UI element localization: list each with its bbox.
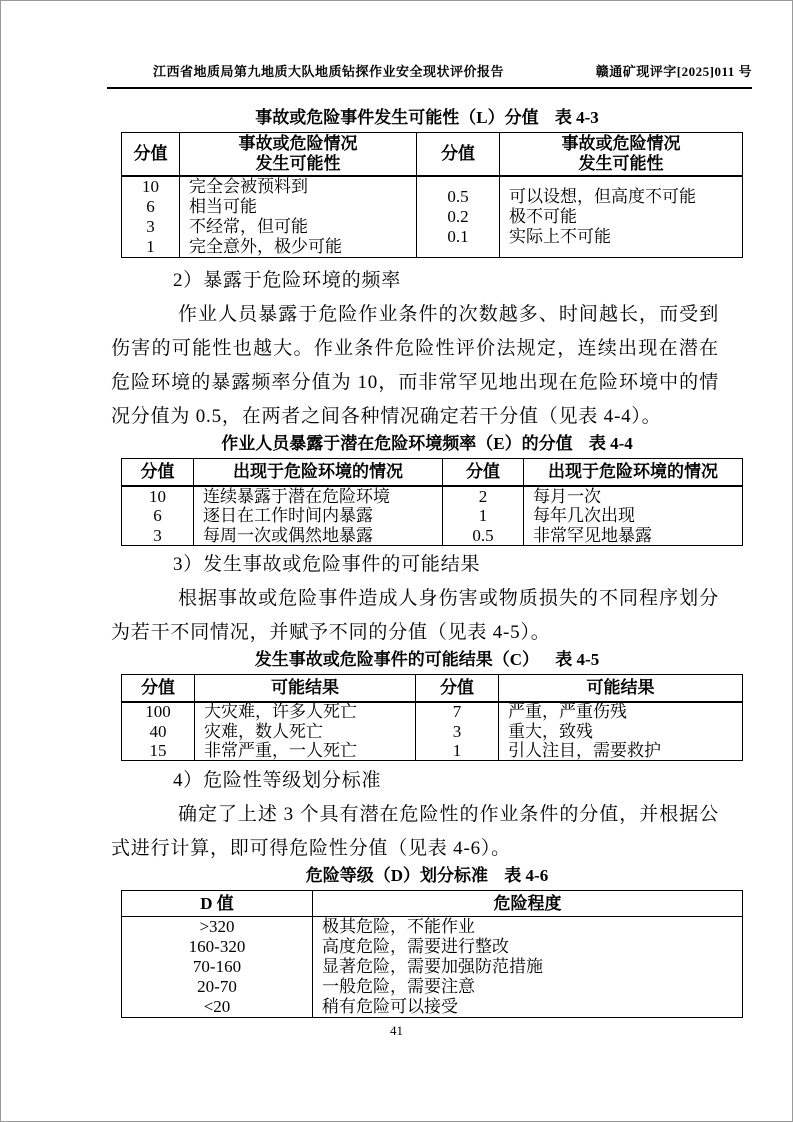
table-4-3-title: 事故或危险事件发生可能性（L）分值 bbox=[255, 108, 539, 127]
situation-label: 逐日在工作时间内暴露 bbox=[203, 506, 373, 526]
result-label: 大灾难，许多人死亡 bbox=[204, 702, 357, 722]
d-value: >320 bbox=[199, 917, 235, 936]
header-result-cell: 可能结果 bbox=[194, 675, 415, 701]
section-body-4: 确定了上述 3 个具有潜在危险性的作业条件的分值，并根据公式进行计算，即可得危险性分值（见表 4-6）。 bbox=[111, 804, 719, 859]
result-label: 严重，严重伤残 bbox=[508, 702, 627, 722]
score-value: 0.5 bbox=[447, 187, 469, 206]
table-4-3-tag: 表 4-3 bbox=[554, 108, 599, 127]
score-value: 1 bbox=[146, 237, 155, 256]
situation-label: 每周一次或偶然地暴露 bbox=[203, 525, 373, 545]
table-4-4-body bbox=[122, 487, 742, 545]
header-score-cell: 分值 bbox=[416, 133, 499, 175]
header-report-title: 江西省地质局第九地质大队地质钻探作业安全现状评价报告 bbox=[153, 64, 505, 79]
situation-label: 每年几次出现 bbox=[533, 506, 635, 526]
table-4-4-caption bbox=[111, 434, 743, 454]
section-heading-3: 3）发生事故或危险事件的可能结果 bbox=[173, 554, 481, 575]
table-4-3-caption bbox=[111, 108, 743, 128]
score-value: 1 bbox=[478, 506, 488, 526]
header-degree-cell: 危险程度 bbox=[312, 891, 742, 916]
degree-label: 极其危险，不能作业 bbox=[322, 917, 475, 936]
header-score-cell: 分值 bbox=[442, 459, 523, 485]
score-value: 10 bbox=[149, 486, 166, 506]
condition-label: 可以设想，但高度不可能 bbox=[509, 187, 696, 206]
table-4-6 bbox=[121, 890, 743, 1018]
section-heading-4: 4）危险性等级划分标准 bbox=[173, 770, 382, 791]
table-4-3 bbox=[121, 132, 743, 258]
table-4-6-caption bbox=[111, 866, 743, 886]
score-value: 10 bbox=[142, 177, 159, 196]
table-4-6-header-row bbox=[122, 891, 742, 917]
score-value: 3 bbox=[452, 721, 462, 741]
header-situation-cell: 出现于危险环境的情况 bbox=[193, 459, 442, 485]
degree-label: 显著危险，需要加强防范措施 bbox=[322, 957, 543, 976]
table-4-5-caption bbox=[111, 650, 743, 670]
page-content bbox=[111, 101, 743, 1018]
score-column bbox=[122, 177, 179, 257]
score-value: 0.5 bbox=[472, 525, 494, 545]
score-column bbox=[416, 177, 499, 257]
score-value: 6 bbox=[153, 506, 162, 526]
score-column bbox=[122, 703, 194, 760]
table-4-5-tag: 表 4-5 bbox=[555, 650, 600, 669]
result-label: 重大，致残 bbox=[508, 721, 593, 741]
header-score-cell: 分值 bbox=[141, 678, 175, 698]
degree-column bbox=[312, 917, 742, 1017]
header-score-cell: 分值 bbox=[140, 462, 175, 482]
score-value: 1 bbox=[452, 741, 462, 761]
d-value: <20 bbox=[203, 997, 231, 1016]
result-label: 非常严重，一人死亡 bbox=[204, 741, 357, 761]
degree-label: 一般危险，需要注意 bbox=[322, 977, 475, 996]
situation-column bbox=[523, 487, 742, 545]
condition-label: 相当可能 bbox=[189, 197, 257, 216]
table-4-4-title: 作业人员暴露于潜在危险环境频率（E）的分值 bbox=[221, 434, 573, 453]
table-4-5-title: 发生事故或危险事件的可能结果（C） bbox=[254, 650, 540, 669]
table-4-5-body bbox=[122, 703, 742, 760]
header-d-value-cell: D 值 bbox=[200, 893, 234, 913]
score-value: 0.2 bbox=[447, 207, 469, 226]
header-document-number: 赣通矿现评字[2025]011 号 bbox=[595, 64, 752, 79]
table-4-4-tag: 表 4-4 bbox=[588, 434, 633, 453]
section-heading-2: 2）暴露于危险环境的频率 bbox=[173, 270, 402, 291]
degree-label: 高度危险，需要进行整改 bbox=[322, 937, 509, 956]
table-4-5-header-row bbox=[122, 675, 742, 703]
d-value: 70-160 bbox=[192, 957, 242, 976]
condition-column bbox=[499, 177, 742, 257]
score-value: 40 bbox=[149, 721, 167, 741]
result-column bbox=[498, 703, 742, 760]
table-4-3-header-row bbox=[122, 133, 742, 177]
page-header bbox=[107, 61, 752, 89]
d-value-column bbox=[122, 917, 312, 1017]
score-value: 100 bbox=[145, 702, 171, 722]
header-condition-cell: 事故或危险情况 发生可能性 bbox=[499, 133, 742, 175]
header-result-cell: 可能结果 bbox=[498, 675, 742, 701]
condition-label: 实际上不可能 bbox=[509, 227, 611, 246]
score-value: 2 bbox=[478, 486, 488, 506]
condition-column bbox=[179, 177, 416, 257]
table-4-4 bbox=[121, 458, 743, 546]
result-label: 引人注目，需要救护 bbox=[508, 741, 661, 761]
section-body-3: 根据事故或危险事件造成人身伤害或物质损失的不同程序划分为若干不同情况，并赋予不同的分值（见表 4-5）。 bbox=[111, 588, 719, 643]
condition-label: 不经常，但可能 bbox=[189, 217, 308, 236]
situation-label: 非常罕见地暴露 bbox=[533, 525, 652, 545]
d-value: 20-70 bbox=[197, 977, 237, 996]
table-4-5 bbox=[121, 674, 743, 761]
table-4-4-header-row bbox=[122, 459, 742, 487]
score-value: 3 bbox=[146, 217, 155, 236]
table-4-3-body bbox=[122, 177, 742, 257]
page-number: 41 bbox=[390, 1023, 403, 1038]
degree-label: 稍有危险可以接受 bbox=[322, 997, 458, 1016]
situation-label: 连续暴露于潜在危险环境 bbox=[203, 486, 390, 506]
score-column bbox=[122, 487, 193, 545]
table-4-6-body bbox=[122, 917, 742, 1017]
section-body-2: 作业人员暴露于危险作业条件的次数越多、时间越长，而受到伤害的可能性也越大。作业条件危险性评价法规定，连续出现在潜在危险环境的暴露频率分值为 10，而非常罕见地出现在危险环境中的情况分值为 0.5，在两者之间各种情况确定若干分值（见表 4-4）。 bbox=[111, 304, 719, 427]
condition-label: 完全意外，极少可能 bbox=[189, 237, 342, 256]
header-score-cell: 分值 bbox=[133, 144, 168, 163]
result-column bbox=[194, 703, 415, 760]
score-column bbox=[442, 487, 523, 545]
situation-label: 每月一次 bbox=[533, 486, 601, 506]
header-situation-cell: 出现于危险环境的情况 bbox=[523, 459, 742, 485]
table-4-6-tag: 表 4-6 bbox=[504, 866, 549, 885]
score-value: 15 bbox=[149, 741, 167, 761]
condition-label: 极不可能 bbox=[509, 207, 577, 226]
header-condition-cell: 事故或危险情况 发生可能性 bbox=[179, 133, 416, 175]
situation-column bbox=[193, 487, 442, 545]
score-value: 0.1 bbox=[447, 227, 469, 246]
score-column bbox=[415, 703, 498, 760]
table-4-6-title: 危险等级（D）划分标准 bbox=[305, 866, 489, 885]
score-value: 6 bbox=[146, 197, 155, 216]
score-value: 7 bbox=[452, 702, 462, 722]
header-score-cell: 分值 bbox=[415, 675, 498, 701]
d-value: 160-320 bbox=[188, 937, 246, 956]
score-value: 3 bbox=[153, 525, 162, 545]
condition-label: 完全会被预料到 bbox=[189, 177, 308, 196]
result-label: 灾难，数人死亡 bbox=[204, 721, 323, 741]
